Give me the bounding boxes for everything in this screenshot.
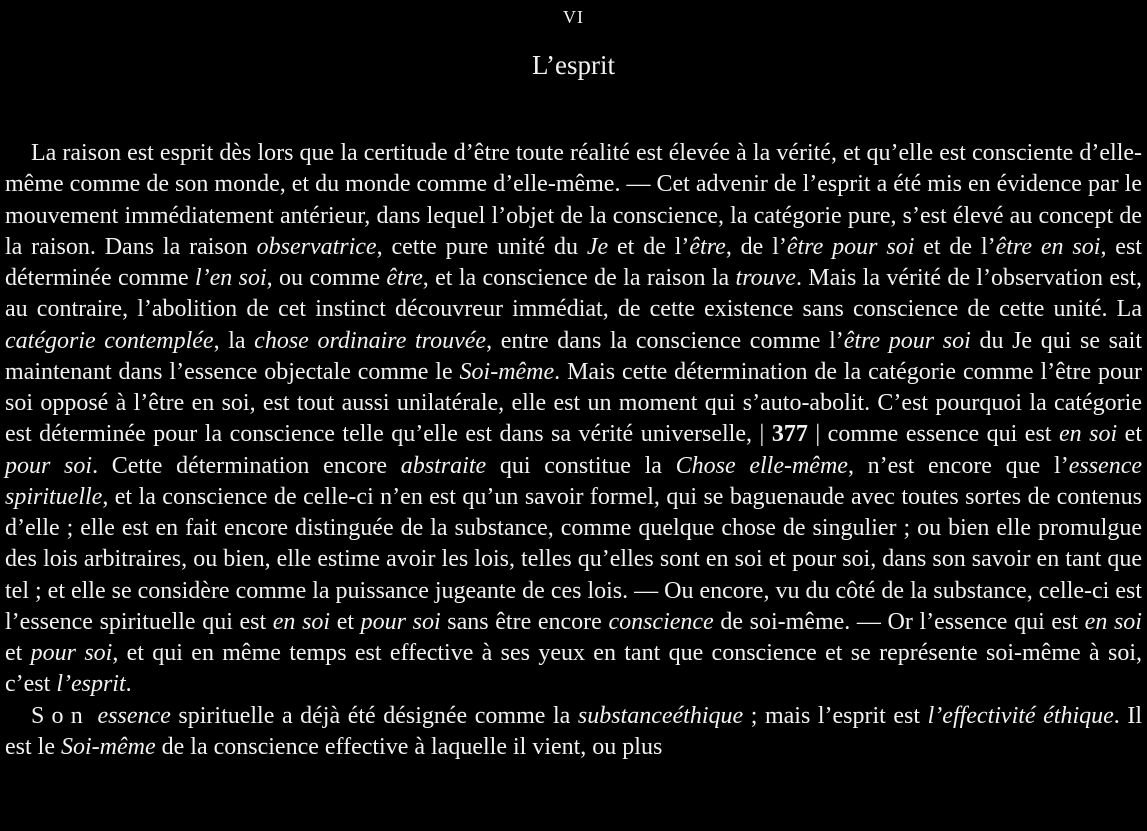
text-segment: ; mais l’esprit est xyxy=(743,702,928,729)
text-segment: , n’est encore que l’ xyxy=(847,452,1069,479)
text-segment: pour soi xyxy=(30,640,113,666)
text-segment: 377 xyxy=(771,421,808,448)
text-segment: être pour soi xyxy=(786,233,915,260)
text-segment: l’esprit xyxy=(56,671,126,698)
text-segment: et de l’ xyxy=(608,233,690,260)
text-segment: pour soi xyxy=(5,452,93,479)
text-segment: être pour soi xyxy=(843,327,971,354)
text-segment: chose ordinaire trouvée xyxy=(254,327,487,354)
text-segment: . Cette détermination encore xyxy=(92,452,401,479)
text-segment: Soi-même xyxy=(60,733,156,760)
text-segment: , cette pure unité du xyxy=(376,233,587,260)
text-segment: , et qui en même temps est effective à ses yeux en tant que conscience et se représente soi-même à soi, c’est xyxy=(5,640,1142,698)
text-segment: en soi xyxy=(1058,421,1118,448)
text-segment: de la conscience effective à laquelle il vient, ou plus xyxy=(155,733,663,760)
text-segment: observatrice xyxy=(256,233,377,260)
text-segment: . Mais cette détermination de la catégorie comme l’être pour soi opposé à l’être en soi, est tout aussi unilatérale, elle est un moment qui s’auto-abolit. C’est pourquoi la catégorie est déterminée pour la conscience telle qu’elle est dans sa vérité universelle, | xyxy=(5,358,1142,448)
text-segment: Soi-même xyxy=(459,358,555,385)
text-segment: et xyxy=(1117,421,1143,448)
text-segment: de soi-même. — Or l’essence qui est xyxy=(713,608,1085,635)
text-segment: | comme essence qui est xyxy=(807,421,1059,448)
text-segment xyxy=(90,703,98,729)
text-segment: , et la conscience de celle-ci n’en est qu’un savoir formel, qui se baguenaude avec toutes sortes de contenus d’elle ; elle est en fait encore distinguée de la substance, comme quelque chose de singulier ; ou bien elle promulgue des lois arbitraires, ou bien, elle estime avoir les lois, telles qu’elles sont en soi et pour soi, dans son savoir en tant que tel ; et elle se considère comme la puissance jugeante de ces lois. — Ou encore, vu du côté de la substance, celle-ci est l’essence spirituelle qui est xyxy=(5,483,1142,635)
text-segment: l’en soi xyxy=(194,265,267,291)
text-segment: sans être encore xyxy=(440,608,609,635)
page-title: L’esprit xyxy=(532,50,615,80)
text-segment: , et la conscience de la raison la xyxy=(422,265,736,291)
text-segment: être xyxy=(386,265,423,291)
text-segment: trouve xyxy=(735,265,796,291)
text-segment: être xyxy=(689,233,726,260)
text-segment: La raison est esprit dès lors que la certitude d’être toute réalité est élevée à la vérité, et qu’elle est consciente d’elle-même comme de son monde, et du monde comme d’elle-même. — Cet advenir de l’esprit a été mis en évidence par le mouvement immédiatement antérieur, dans lequel l’objet de la conscience, la catégorie pure, s’est élevé au concept de la raison. Dans la raison xyxy=(5,140,1142,260)
text-segment: , la xyxy=(213,327,255,354)
text-segment: pour soi xyxy=(360,608,441,635)
paragraph-2 xyxy=(5,701,1142,764)
text-segment: , ou comme xyxy=(266,265,387,291)
text-segment: être en soi xyxy=(995,233,1101,260)
text-segment: , est déterminée comme xyxy=(5,233,1142,291)
text-segment: , de l’ xyxy=(725,233,787,260)
text-segment: . Mais la vérité de l’observation est, au contraire, l’abolition de cet instinct découvreur immédiat, de cette existence sans conscience de cette unité. La xyxy=(5,265,1143,323)
text-segment: Je xyxy=(586,233,609,260)
text-segment: substanceéthique xyxy=(577,702,744,729)
text-segment: du Je qui se sait maintenant dans l’essence objectale comme le xyxy=(5,327,1142,385)
text-segment: en soi xyxy=(272,608,331,635)
text-segment: et xyxy=(330,608,361,635)
text-segment: et xyxy=(5,640,31,666)
text-segment: spirituelle a déjà été désignée comme la xyxy=(170,702,578,729)
body-text xyxy=(0,138,1147,763)
text-segment: qui constitue la xyxy=(486,452,676,479)
chapter-number: VI xyxy=(563,7,584,27)
text-segment: essence xyxy=(97,702,171,729)
text-segment: et de l’ xyxy=(914,233,996,260)
text-segment: Chose elle-même xyxy=(675,452,848,479)
text-segment: Son xyxy=(31,702,90,729)
text-segment: , entre dans la conscience comme l’ xyxy=(486,327,844,354)
text-segment: catégorie contemplée xyxy=(5,327,214,354)
paragraph-1 xyxy=(5,138,1142,701)
text-segment: conscience xyxy=(608,608,714,635)
text-segment: abstraite xyxy=(400,452,487,479)
text-segment: en soi xyxy=(1084,608,1142,635)
text-segment: . Il est le xyxy=(5,702,1142,760)
text-segment: l’effectivité éthique xyxy=(927,702,1114,729)
text-segment: . xyxy=(125,671,132,698)
text-segment: essence spirituelle xyxy=(5,452,1142,510)
